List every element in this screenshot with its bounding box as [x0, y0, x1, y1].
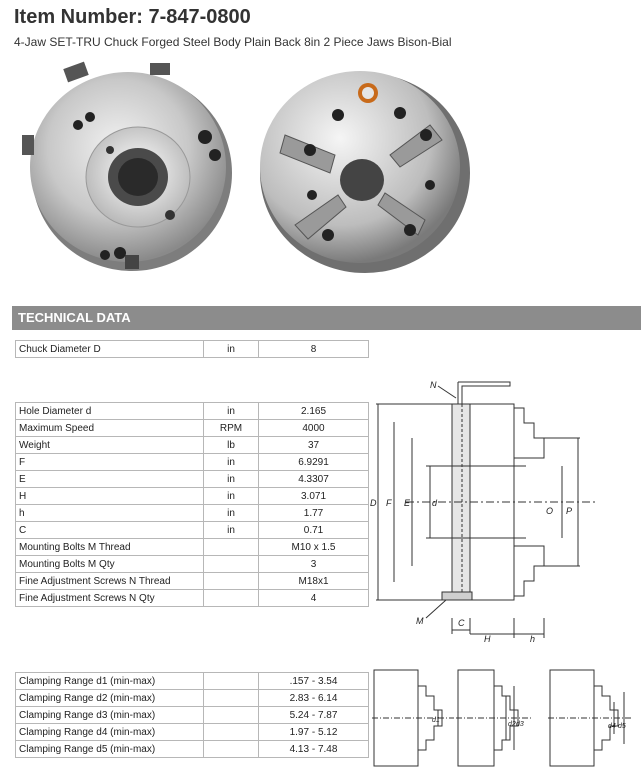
spec-label: Clamping Range d5 (min-max) [16, 741, 204, 758]
spec-unit: in [204, 454, 259, 471]
spec-row [16, 673, 369, 690]
label-d3: d3 [516, 721, 524, 728]
spec-row [16, 488, 369, 505]
spec-value: 4 [259, 590, 369, 607]
spec-row [16, 590, 369, 607]
label-H: H [484, 634, 491, 644]
spec-unit [204, 673, 259, 690]
label-M: M [416, 616, 424, 626]
spec-value: 4000 [259, 420, 369, 437]
label-P: P [566, 506, 573, 516]
spec-row [16, 522, 369, 539]
spec-label: C [16, 522, 204, 539]
spec-row [16, 505, 369, 522]
spec-value: 5.24 - 7.87 [259, 707, 369, 724]
spec-unit: RPM [204, 420, 259, 437]
label-C: C [458, 618, 465, 628]
spec-value: M18x1 [259, 573, 369, 590]
spec-row [16, 420, 369, 437]
spec-label: Clamping Range d1 (min-max) [16, 673, 204, 690]
spec-unit [204, 741, 259, 758]
spec-row [16, 707, 369, 724]
spec-unit: in [204, 341, 259, 358]
label-D: D [370, 498, 377, 508]
technical-drawing-side-view [366, 378, 628, 644]
spec-unit [204, 539, 259, 556]
spec-row [16, 471, 369, 488]
spec-value: 37 [259, 437, 369, 454]
spec-label: Chuck Diameter D [16, 341, 204, 358]
spec-value: 1.97 - 5.12 [259, 724, 369, 741]
chuck-diameter-table [15, 340, 369, 358]
spec-label: Fine Adjustment Screws N Thread [16, 573, 204, 590]
spec-row [16, 539, 369, 556]
spec-label: Clamping Range d3 (min-max) [16, 707, 204, 724]
spec-row [16, 437, 369, 454]
spec-value: 2.165 [259, 403, 369, 420]
spec-unit [204, 724, 259, 741]
spec-label: Clamping Range d2 (min-max) [16, 690, 204, 707]
spec-row [16, 341, 369, 358]
spec-unit: in [204, 505, 259, 522]
item-title: Item Number: 7-847-0800 [14, 6, 251, 28]
technical-data-table [15, 402, 369, 607]
spec-value: M10 x 1.5 [259, 539, 369, 556]
spec-unit: lb [204, 437, 259, 454]
spec-value: 3.071 [259, 488, 369, 505]
spec-unit: in [204, 488, 259, 505]
spec-value: 2.83 - 6.14 [259, 690, 369, 707]
spec-value: 4.3307 [259, 471, 369, 488]
spec-row [16, 454, 369, 471]
spec-unit [204, 573, 259, 590]
spec-unit [204, 556, 259, 573]
spec-row [16, 403, 369, 420]
chuck-jaws-photo [250, 55, 486, 275]
spec-label: Maximum Speed [16, 420, 204, 437]
spec-unit [204, 590, 259, 607]
label-E: E [404, 498, 411, 508]
spec-value: 8 [259, 341, 369, 358]
label-d1: d1 [432, 717, 440, 724]
spec-row [16, 573, 369, 590]
spec-label: Hole Diameter d [16, 403, 204, 420]
spec-value: 6.9291 [259, 454, 369, 471]
spec-label: F [16, 454, 204, 471]
label-d5: d5 [618, 723, 626, 730]
spec-row [16, 556, 369, 573]
spec-label: E [16, 471, 204, 488]
chuck-front-photo [10, 55, 246, 275]
spec-value: 0.71 [259, 522, 369, 539]
spec-unit: in [204, 403, 259, 420]
label-d4: d4 [608, 723, 616, 730]
technical-data-header: TECHNICAL DATA [12, 306, 641, 330]
spec-value: .157 - 3.54 [259, 673, 369, 690]
label-d2: d2 [508, 721, 516, 728]
label-O: O [546, 506, 554, 516]
spec-label: h [16, 505, 204, 522]
label-N: N [430, 380, 437, 390]
spec-label: Mounting Bolts M Thread [16, 539, 204, 556]
spec-row [16, 690, 369, 707]
spec-row [16, 724, 369, 741]
spec-unit [204, 690, 259, 707]
item-subtitle: 4-Jaw SET-TRU Chuck Forged Steel Body Plain Back 8in 2 Piece Jaws Bison-Bial [14, 35, 452, 49]
spec-label: H [16, 488, 204, 505]
technical-drawing-clamping-ranges [372, 666, 634, 770]
spec-unit [204, 707, 259, 724]
spec-value: 3 [259, 556, 369, 573]
spec-value: 4.13 - 7.48 [259, 741, 369, 758]
spec-label: Clamping Range d4 (min-max) [16, 724, 204, 741]
spec-label: Fine Adjustment Screws N Qty [16, 590, 204, 607]
spec-unit: in [204, 522, 259, 539]
spec-unit: in [204, 471, 259, 488]
spec-value: 1.77 [259, 505, 369, 522]
clamping-range-table [15, 672, 369, 758]
spec-row [16, 741, 369, 758]
label-d: d [432, 498, 438, 508]
label-F: F [386, 498, 392, 508]
spec-label: Weight [16, 437, 204, 454]
label-h: h [530, 634, 536, 644]
spec-label: Mounting Bolts M Qty [16, 556, 204, 573]
